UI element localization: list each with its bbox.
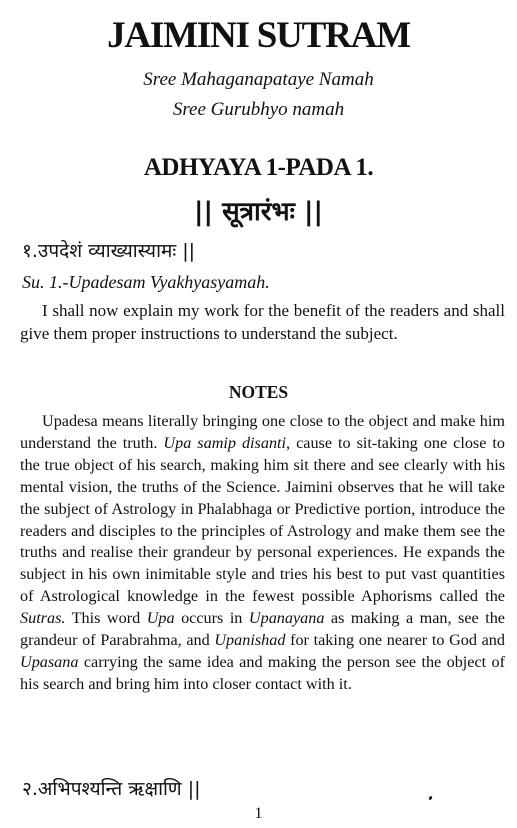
notes-text: cause to sit-taking one close to the true object of his search, making him sit there and see clearly with his mental vision, the truths of the Science. Jaimini observes that he will take the subject of Astrology in Phalabhaga or Predictive portion, introduce the readers and disciples to the principles of Astrology and make them see the truths and realise their grandeur by personal experiences. He expands the subject in his own inimitable style and tries his best to put vast quantities of Astrological knowledge in the fewest possible Aphorisms called the [20,433,505,606]
sutra-1-devanagari: १.उपदेशं व्याख्यास्यामः || [22,240,196,262]
sutra-1-transliteration: Su. 1.-Upadesam Vyakhyasyamah. [22,272,270,292]
sutra-opening: || सूत्रारंभः || [194,197,323,227]
chapter-heading: ADHYAYA 1-PADA 1. [143,154,374,181]
notes-text: occurs in [174,609,249,628]
notes-heading: NOTES [228,382,289,402]
ink-speck [428,796,433,801]
notes-italic-term: Sutras. [20,609,66,628]
page-number: 1 [254,805,263,822]
notes-text: Upadesa means literally bringing one close to the object and make him understand the truth. [20,412,505,452]
book-title: JAIMINI SUTRAM [107,15,410,56]
notes-paragraph [20,411,505,696]
notes-italic-term: Upanishad [214,631,286,650]
notes-italic-term: Upasana [20,652,79,671]
sutra-1-explanation: I shall now explain my work for the benefit of the readers and shall give them proper instructions to understand the subject. [20,301,505,343]
notes-italic-term: Upanayana [248,609,325,628]
notes-italic-term: Upa [146,609,175,628]
notes-text: as making a man, see the grandeur of Parabrahma, and [20,609,505,650]
sutra-2-devanagari: २.अभिपश्यन्ति ऋक्षाणि || [22,778,201,800]
notes-text: This word [65,609,147,628]
notes-italic-term: Upa samip disanti, [163,433,291,452]
notes-text: for taking one nearer to God and [285,631,505,650]
notes-text: carrying the same idea and making the person see the object of his search and bring him into closer contact with it. [20,652,505,693]
invocation-guru: Sree Gurubhyo namah [172,99,345,120]
invocation-ganapati: Sree Mahaganapataye Namah [143,69,374,90]
